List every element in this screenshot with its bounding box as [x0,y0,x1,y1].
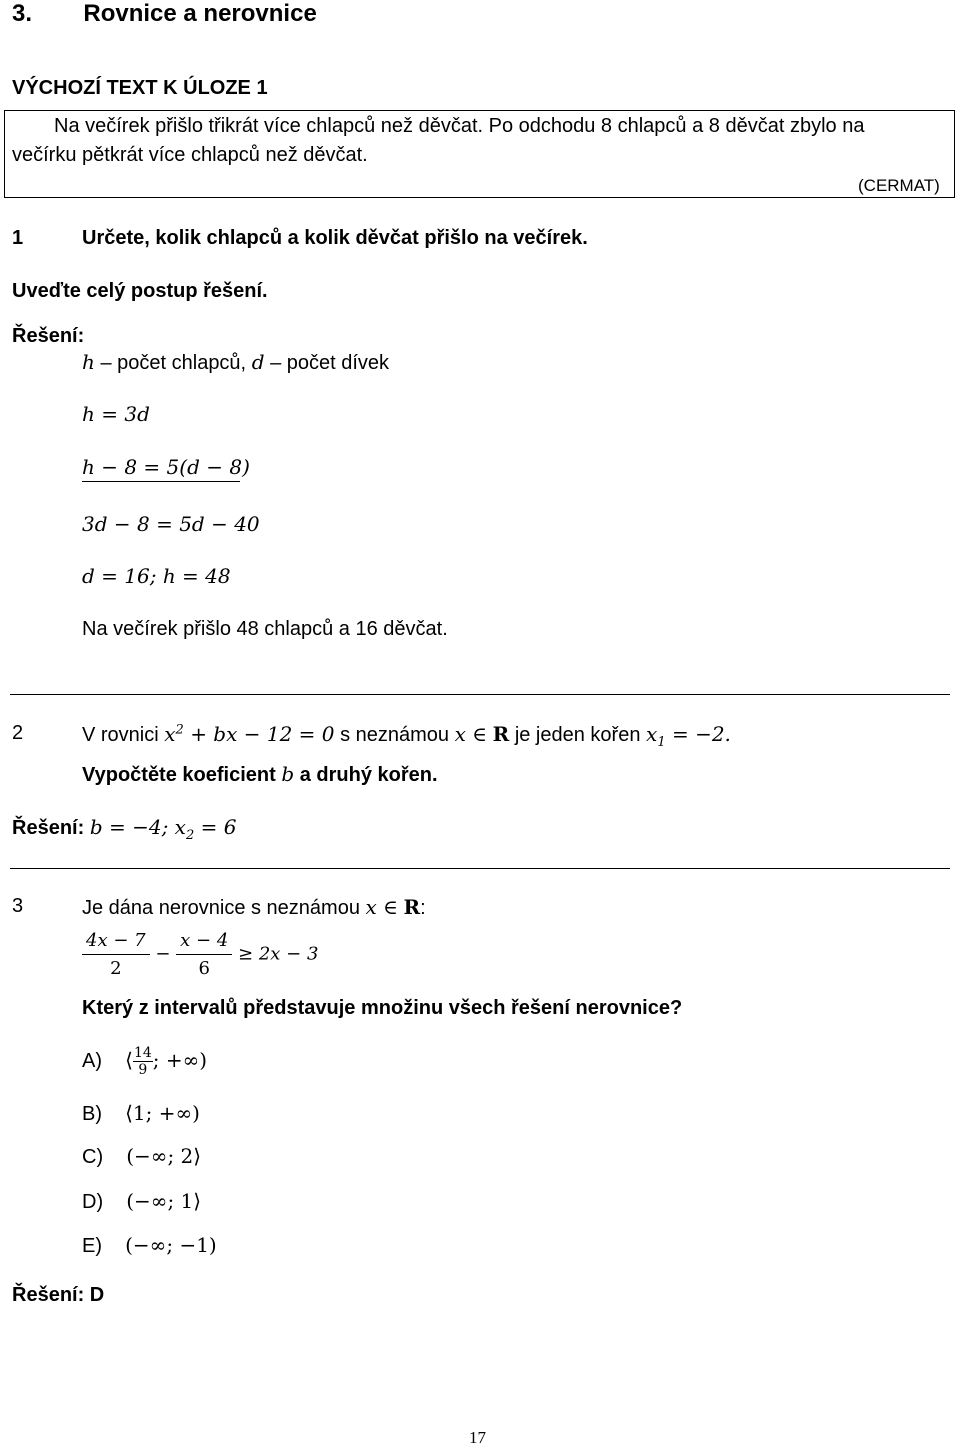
intro-text-line-2: večírku pětkrát více chlapců než děvčat. [12,144,368,166]
intro-heading: VÝCHOZÍ TEXT K ÚLOZE 1 [12,77,268,99]
task2-number: 2 [12,722,24,744]
intro-text-line-1: Na večírek přišlo třikrát více chlapců než děvčat. Po odchodu 8 chlapců a 8 děvčat zbylo na [54,115,865,137]
section-divider [10,694,950,695]
task3-statement: Je dána nerovnice s neznámou x ∈ R: [82,895,426,919]
task2-solution: Řešení: b = −4; $x_2 = 6$ [12,815,237,843]
task1-equation-2: h − 8 = 5(d − 8) [82,455,250,479]
equation-separator [82,481,240,482]
task1-solution-label: Řešení: [12,325,85,347]
task2-question: Vypočtěte koeficient b a druhý kořen. [82,762,438,786]
option-e: E) (−∞; −1) [82,1233,217,1257]
task3-number: 3 [12,895,24,917]
option-a: A) ⟨ $\frac{14}{9}$ ; +∞) [82,1045,208,1078]
def-h: počet chlapců, [117,352,247,374]
var-h: h [82,350,95,374]
task1-answer: Na večírek přišlo 48 chlapců a 16 děvčat. [82,618,448,640]
task2-statement: V rovnici $x^2$ + bx − 12 = 0 s neznámou x ∈ R je jeden kořen $x_1 = -2$. [82,722,731,750]
task3-solution: Řešení: D [12,1284,105,1306]
chapter-heading [12,0,317,28]
section-divider-2 [10,868,950,869]
task1-definitions: h – počet chlapců, d – počet dívek [82,350,390,374]
option-c: C) (−∞; 2⟩ [82,1144,202,1168]
source-citation: (CERMAT) [858,176,940,195]
task3-inequality: $\frac{4x - 7}{2}$ − $\frac{x - 4}{6}$ ≥ 2x − 3 [82,930,318,979]
def-d: počet dívek [286,352,390,374]
option-b: B) ⟨1; +∞) [82,1101,200,1125]
page-number: 17 [469,1428,486,1447]
task1-number: 1 [12,227,24,249]
task3-question: Který z intervalů představuje množinu všech řešení nerovnice? [82,997,683,1019]
task1-equation-3: 3d − 8 = 5d − 40 [82,512,260,536]
var-d: d [251,350,265,374]
task1-equation-4: d = 16; h = 48 [82,564,231,588]
chapter-title: Rovnice a nerovnice [83,0,317,27]
task1-question: Určete, kolik chlapců a kolik děvčat přišlo na večírek. [82,227,588,249]
option-d: D) (−∞; 1⟩ [82,1189,202,1213]
chapter-number: 3. [12,0,33,27]
task1-instruction: Uveďte celý postup řešení. [12,280,268,302]
task1-equation-1: h = 3d [82,402,150,426]
